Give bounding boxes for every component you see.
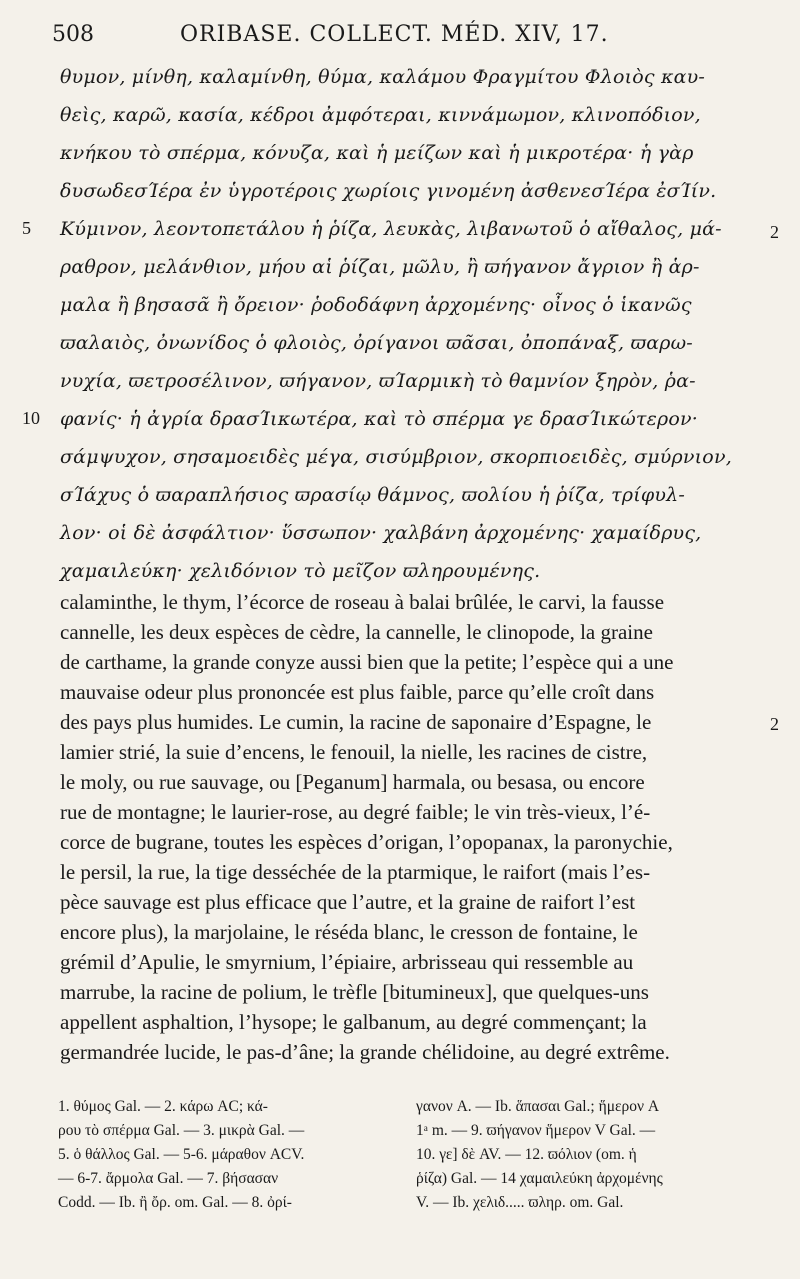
running-title: ORIBASE. COLLECT. MÉD. XIV, 17. [180,22,609,47]
greek-line: φανίς· ἡ ἀγρία δρασΊικωτέρα, καὶ τὸ σπέρμα γε δρασΊικώτερον· [60,408,699,430]
french-line: germandrée lucide, le pas-d’âne; la grande chélidoine, au degré extrême. [60,1040,670,1064]
french-line: corce de bugrane, toutes les espèces d’origan, l’opopanax, la paronychie, [60,830,673,854]
french-line: appellent asphaltion, l’hysope; le galbanum, au degré commençant; la [60,1010,647,1034]
french-line: le moly, ou rue sauvage, ou [Peganum] harmala, ou besasa, ou encore [60,770,645,794]
french-line: cannelle, les deux espèces de cèdre, la cannelle, le clinopode, la graine [60,620,653,644]
french-line: rue de montagne; le laurier-rose, au degré faible; le vin très-vieux, l’é- [60,800,651,824]
footnote-line: 10. γε] δὲ AV. — 12. ϖόλιον (om. ἡ [416,1146,637,1163]
greek-line: σΊάχυς ὁ ϖαραπλήσιος ϖρασίῳ θάμνος, ϖολίου ἡ ῥίζα, τρίφυλ- [60,484,685,506]
footnote-line: V. — Ib. χελιδ..... ϖληρ. om. Gal. [416,1194,624,1211]
footnote-line: 1. θύμος Gal. — 2. κάρω AC; κά- [58,1098,268,1115]
greek-line: νυχία, ϖετροσέλινον, ϖήγανον, ϖΊαρμικὴ τὸ θαμνίον ξηρὸν, ῥα- [60,370,696,392]
footnote-line: 1ᵃ m. — 9. ϖήγανον ἥμερον V Gal. — [416,1122,656,1139]
line-number-5: 5 [22,218,31,238]
french-line: calaminthe, le thym, l’écorce de roseau à balai brûlée, le carvi, la fausse [60,590,665,614]
greek-line: λον· οἱ δὲ ἀσφάλτιον· ὕσσωπον· χαλβάνη ἀρχομένης· χαμαίδρυς, [60,522,702,544]
french-line: lamier strié, la suie d’encens, le fenouil, la nielle, les racines de cistre, [60,740,648,764]
greek-line: χαμαιλεύκη· χελιδόνιον τὸ μεῖζον ϖληρουμένης. [60,560,541,582]
page-number: 508 [52,22,94,47]
greek-line: ραθρον, μελάνθιον, μήου αἱ ῥίζαι, μῶλυ, ἢ ϖήγανον ἄγριον ἢ ἁρ- [60,256,700,278]
greek-line: κνήκου τὸ σπέρμα, κόνυζα, καὶ ἡ μείζων καὶ ἡ μικροτέρα· ἡ γὰρ [60,142,694,164]
footnote-line: Codd. — Ib. ἢ ὄρ. om. Gal. — 8. ὀρί- [58,1194,292,1211]
footnote-line: γανον A. — Ib. ἅπασαι Gal.; ἥμερον A [416,1098,660,1115]
footnote-line: 5. ὁ θάλλος Gal. — 5-6. μάραθον ACV. [58,1146,305,1163]
greek-line: Κύμινον, λεοντοπετάλου ἡ ῥίζα, λευκὰς, λιβανωτοῦ ὁ αἴθαλος, μά- [60,218,722,240]
footnote-line: ρου τὸ σπέρμα Gal. — 3. μικρὰ Gal. — [58,1122,305,1139]
section-marker: 2 [770,714,779,734]
section-marker: 2 [770,222,779,242]
greek-line: σάμψυχον, σησαμοειδὲς μέγα, σισύμβριον, σκορπιοειδὲς, σμύρνιον, [60,446,732,468]
greek-line: μαλα ἢ βησασᾶ ἢ ὄρειον· ῥοδοδάφνη ἀρχομένης· οἶνος ὁ ἱκανῶς [60,294,692,316]
greek-line: ϖαλαιὸς, ὀνωνίδος ὁ φλοιὸς, ὀρίγανοι ϖᾶσαι, ὀποπάναξ, ϖαρω- [60,332,693,354]
greek-line: θεὶς, καρῶ, κασία, κέδροι ἀμφότεραι, κιννάμωμον, κλινοπόδιον, [60,104,701,126]
french-line: le persil, la rue, la tige desséchée de la ptarmique, le raifort (mais l’es- [60,860,651,884]
french-line: de carthame, la grande conyze aussi bien que la petite; l’espèce qui a une [60,650,674,674]
french-line: encore plus), la marjolaine, le réséda blanc, le cresson de fontaine, le [60,920,638,944]
line-number-10: 10 [22,408,40,428]
footnote-line: ῥίζα) Gal. — 14 χαμαιλεύκη ἀρχομένης [416,1170,663,1187]
french-line: des pays plus humides. Le cumin, la racine de saponaire d’Espagne, le [60,710,652,734]
greek-line: δυσωδεσΊέρα ἐν ὑγροτέροις χωρίοις γινομένη ἀσθενεσΊέρα ἐσΊίν. [60,180,717,202]
french-line: pèce sauvage est plus efficace que l’autre, et la graine de raifort l’est [60,890,636,914]
french-line: marrube, la racine de polium, le trèfle [bitumineux], que quelques-uns [60,980,649,1004]
french-line: mauvaise odeur plus prononcée est plus faible, parce qu’elle croît dans [60,680,655,704]
greek-line: θυμον, μίνθη, καλαμίνθη, θύμα, καλάμου Φραγμίτου Φλοιὸς καυ- [60,66,706,88]
french-line: grémil d’Apulie, le smyrnium, l’épiaire, arbrisseau qui ressemble au [60,950,634,974]
footnote-line: — 6-7. ἄρμολα Gal. — 7. βήσασαν [58,1170,279,1187]
page-header [30,22,770,56]
